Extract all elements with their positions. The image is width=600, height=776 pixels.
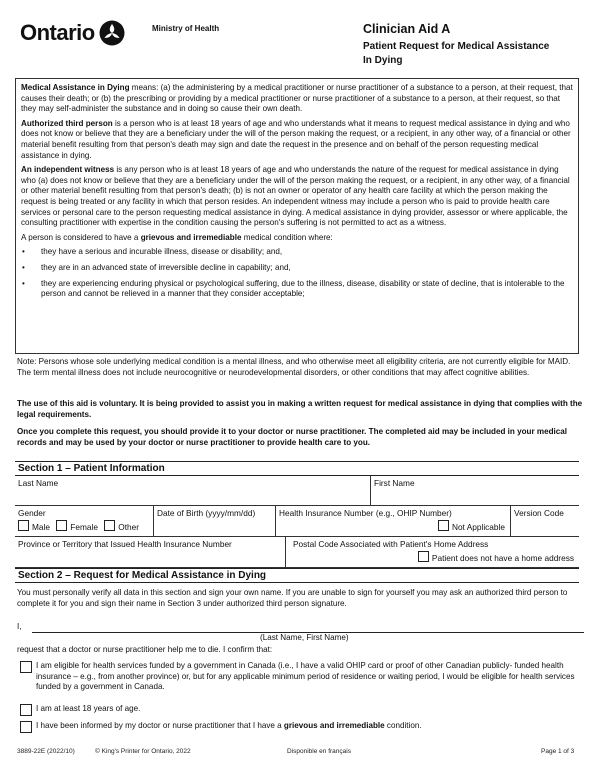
logo-wordmark: Ontario [20,20,95,45]
definition-iw-term: An independent witness [21,165,115,175]
form-subtitle-line-2: In Dying [363,55,403,66]
dob-field[interactable] [153,506,275,537]
postal-code-field[interactable] [285,537,579,568]
definition-grievous [21,233,573,244]
request-statement: request that a doctor or nurse practitioner help me to die. I confirm that: [17,645,273,654]
definition-atp-text: is a person who is at least 18 years of age and who understands what it means to request medical assistance in dying and who does not know or believe that they are a beneficiary under the will of the person making the request, or a recipient, in any other way, of a financial or other material benefit resulting from that person's death may sign and date the request in the presence and on behalf of the person requesting medical assistance in dying. [21,118,571,160]
definitions-box [15,78,579,354]
gender-label: Gender [18,508,46,518]
condition-checkbox[interactable] [20,721,32,733]
definition-independent-witness [21,165,573,229]
gender-options [18,520,150,532]
no-home-address-option [289,551,576,563]
eligibility-checkbox[interactable] [20,661,32,673]
health-number-field[interactable] [275,506,510,537]
definition-maid-term: Medical Assistance in Dying [21,83,130,92]
not-applicable-label: Not Applicable [451,522,505,532]
form-subtitle [363,40,593,68]
confirm-condition [20,721,580,732]
condition-term: grievous and irremediable [283,721,385,730]
female-checkbox[interactable] [56,520,67,531]
form-title: Clinician Aid A [363,22,451,36]
submission-notice: Once you complete this request, you should provide it to your doctor or nurse practitioner. The completed aid may be included in your medical records and may be used by your doctor or nurse practitioner to provide health care to you. [17,427,568,447]
mental-illness-note: Note: Persons whose sole underlying medical condition is a mental illness, and who otherwise meet all eligibility criteria, are not currently eligible for MAID. The term mental illness does not include neurocognitive or neurodevelopmental disorders, or other conditions that may affect cognitive abilities. [17,357,571,377]
gender-field [15,506,153,537]
condition-text [36,721,580,732]
last-name-label: Last Name [18,478,59,488]
last-name-field[interactable] [15,476,370,506]
definition-atp-term: Authorized third person [21,118,113,128]
no-home-address-label: Patient does not have a home address [431,553,574,563]
form-subtitle-line-1: Patient Request for Medical Assistance [363,41,550,52]
voluntary-notice: The use of this aid is voluntary. It is being provided to assist you in making a written request for medical assistance in dying that complies with the legal requirements. [17,399,583,419]
ministry-name: Ministry of Health [152,24,220,33]
eligibility-text: I am eligible for health services funded by a government in Canada (i.e., I have a valid OHIP card or proof of other Canadian publicly- funded health insurance – e.g., from another province) or, but for any applicable minimum period of residence or waiting period, I would be eligible for health services funded by a government in Canada. [36,661,575,692]
other-checkbox[interactable] [104,520,115,531]
confirm-age [20,704,580,715]
first-name-label: First Name [374,478,415,488]
first-name-field[interactable] [370,476,579,506]
other-label: Other [118,522,140,532]
dob-label: Date of Birth (yyyy/mm/dd) [157,508,256,518]
list-item: • they have a serious and incurable illness, disease or disability; and, [21,247,573,258]
province-label: Province or Territory that Issued Health Insurance Number [18,539,232,549]
not-applicable-checkbox[interactable] [438,520,449,531]
i-label: I, [17,622,22,631]
postal-code-label: Postal Code Associated with Patient's Home Address [293,539,489,549]
condition-prefix: I have been informed by my doctor or nurse practitioner that I have a [36,721,284,730]
definition-gi-suffix: medical condition where: [241,232,333,242]
age-text: I am at least 18 years of age. [36,704,141,713]
confirm-eligibility [20,661,580,693]
section-1-header: Section 1 – Patient Information [15,461,579,476]
trillium-icon [99,20,125,46]
version-code-label: Version Code [514,508,564,518]
patient-info-grid [15,476,579,568]
form-number: 3889-22E (2022/10) [17,748,75,755]
patient-name-line[interactable] [32,620,584,633]
french-availability: Disponible en français [287,748,351,755]
list-item: • they are experiencing enduring physical or psychological suffering, due to the illness, disease, disability or state of decline, that is intolerable to the person and cannot be relieved in a manner that they consider acceptable; [21,279,573,300]
page-number: Page 1 of 3 [541,748,575,755]
definition-gi-prefix: A person is considered to have a [21,232,141,242]
province-field[interactable] [15,537,285,568]
definition-iw-text: is any person who is at least 18 years of age and who understands the nature of the request for medical assistance in dying who (a) does not know or believe that they are a beneficiary under the will of the person making the request, or a recipient, in any other way, of a financial or other material benefit resulting from that person's death; (b) is not an owner or operator of any health care facility at which the person making the request is being treated or any facility in which that person resides. An independent witness may include a person who is paid to provide health care services or personal care to the person requesting medical assistance in dying. A medical assistance in dying provider, assessor or where applicable, the consulting practitioner with expertise in the condition causing the person's suffering is not permitted to act as a witness. [21,165,570,228]
no-home-address-checkbox[interactable] [418,551,429,562]
copyright: © King's Printer for Ontario, 2022 [95,748,191,755]
male-checkbox[interactable] [18,520,29,531]
condition-suffix: condition. [384,721,422,730]
age-checkbox[interactable] [20,704,32,716]
definition-gi-term: grievous and irremediable [140,232,242,242]
not-applicable-option [279,520,507,532]
list-item: • they are in an advanced state of irreversible decline in capability; and, [21,263,573,274]
grievous-criteria-list [21,247,573,299]
definition-maid [21,83,573,115]
name-caption: (Last Name, First Name) [260,633,349,642]
definition-maid-text: means: (a) the administering by a medical practitioner or nurse practitioner of a substance to a person, at their request, that causes their death; or (b) the prescribing or providing by a medical practitioner or nurse practitioner of a substance to a person, at their request, so that they may self-administer the substance and in doing so cause their own death. [21,83,573,114]
version-code-field[interactable] [510,506,579,537]
male-label: Male [32,522,50,532]
ontario-logo [20,20,125,46]
definition-authorized-third-person [21,119,573,161]
female-label: Female [70,522,98,532]
section-2-intro: You must personally verify all data in this section and sign your own name. If you are unable to sign for yourself you may ask an authorized third person to complete it for you and sign their name in Section 3 under authorized third person signature. [17,588,568,608]
section-2-header: Section 2 – Request for Medical Assistance in Dying [15,568,579,583]
health-number-label: Health Insurance Number (e.g., OHIP Number) [279,508,452,518]
